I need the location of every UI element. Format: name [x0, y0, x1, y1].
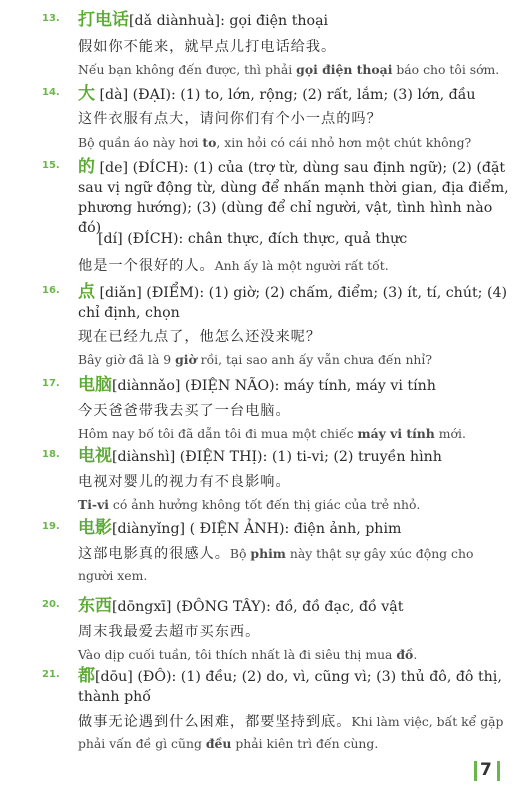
example-chinese: 他是一个很好的人。 [78, 258, 215, 274]
definition-text: [dà] (ĐẠI): (1) to, lớn, rộng; (2) rất, lắm; (3) lớn, đầu [99, 87, 476, 103]
definition-text: [diǎn] (ĐIỂM): (1) giờ; (2) chấm, điểm; (3) ít, tí, chút; (4) chỉ định, chọn [78, 285, 508, 321]
highlight-term: đồ [396, 647, 414, 662]
example-vietnamese: Nếu bạn không đến được, thì phải gọi điện thoại báo cho tôi sớm. [78, 62, 500, 77]
entry-number: 21. [42, 669, 60, 680]
headword: 点 [78, 282, 95, 302]
entry-number: 20. [42, 599, 60, 610]
highlight-term: đều [205, 736, 232, 751]
example-chinese: 现在已经九点了，他怎么还没来呢？ [78, 329, 322, 345]
definition-text: [dōngxī] (ĐÔNG TÂY): đồ, đồ đạc, đồ vật [112, 599, 404, 615]
example-chinese: 假如你不能来，就早点儿打电话给我。 [78, 39, 337, 55]
entry-definition [78, 518, 508, 540]
highlight-term: phim [250, 546, 286, 561]
definition-text: [diànyǐng] ( ĐIỆN ẢNH): điện ảnh, phim [112, 521, 402, 537]
example-vietnamese: Hôm nay bố tôi đã dẫn tôi đi mua một chiếc máy vi tính mới. [78, 426, 466, 441]
entry-number: 15. [42, 160, 60, 171]
entry-definition [78, 596, 508, 618]
definition-text: [diànnǎo] (ĐIỆN NÃO): máy tính, máy vi tính [112, 378, 436, 394]
example-chinese: 今天爸爸带我去买了一台电脑。 [78, 403, 291, 419]
example-line [78, 543, 510, 587]
page-number-bar-left [474, 761, 477, 781]
entry-definition-2: [dí] (ĐÍCH): chân thực, đích thực, quả thực [98, 231, 408, 247]
definition-text: [de] (ĐÍCH): (1) của (trợ từ, dùng sau định ngữ); (2) (đặt sau vị ngữ động từ, dùng để nhấn mạnh thời gian, địa điểm, phương hướng); (3) (dùng để chỉ người, vật, tình hình nào đó) [78, 160, 509, 236]
example-vietnamese: Bộ quần áo này hơi to, xin hỏi có cái nhỏ hơn một chút không? [78, 135, 472, 150]
example-vietnamese: Vào dịp cuối tuần, tôi thích nhất là đi siêu thị mua đồ. [78, 647, 418, 662]
highlight-term: máy vi tính [357, 426, 435, 441]
entry-definition [78, 446, 508, 468]
headword: 的 [78, 157, 95, 177]
example-vietnamese: Khi làm việc, bất kể gặp phải vấn đề gì cũng đều phải kiên trì đến cùng. [78, 714, 504, 751]
example-line [78, 711, 510, 755]
example-vietnamese: Ti-vi có ảnh hưởng không tốt đến thị giác của trẻ nhỏ. [78, 497, 421, 512]
entry-number: 13. [42, 13, 60, 24]
example-chinese: 电视对婴儿的视力有不良影响。 [78, 474, 291, 490]
entry-number: 16. [42, 285, 60, 296]
example-vietnamese: Bộ phim này thật sự gây xúc động cho người xem. [78, 546, 474, 583]
entry-number: 14. [42, 87, 60, 98]
headword: 都 [78, 666, 95, 686]
definition-text: [dōu] (ĐÔ): (1) đều; (2) do, vì, cũng vì; (3) thủ đô, đô thị, thành phố [78, 669, 502, 705]
example-line [78, 255, 510, 277]
entry-definition [78, 84, 508, 106]
headword: 电脑 [78, 375, 112, 395]
headword: 电影 [78, 518, 112, 538]
entry-number: 19. [42, 521, 60, 532]
entry-definition [78, 666, 508, 707]
headword: 大 [78, 84, 95, 104]
highlight-term: giờ [175, 352, 197, 367]
entry-definition [78, 282, 512, 323]
entry-definition [78, 10, 508, 32]
entry-number: 18. [42, 449, 60, 460]
entry-number: 17. [42, 378, 60, 389]
example-chinese: 做事无论遇到什么困难，都要坚持到底。 [78, 714, 352, 730]
example-vietnamese: Bây giờ đã là 9 giờ rồi, tại sao anh ấy vẫn chưa đến nhỉ? [78, 352, 433, 367]
entry-definition [78, 375, 508, 397]
page-number-bar-right [497, 761, 500, 781]
example-chinese: 这部电影真的很感人。 [78, 546, 230, 562]
example-chinese: 周末我最爱去超市买东西。 [78, 624, 261, 640]
headword: 电视 [78, 446, 112, 466]
highlight-term: Ti-vi [78, 497, 109, 512]
example-chinese: 这件衣服有点大，请问你们有个小一点的吗？ [78, 111, 382, 127]
highlight-term: to [202, 135, 217, 150]
headword: 东西 [78, 596, 112, 616]
definition-text: [diànshì] (ĐIỆN THỊ): (1) ti-vi; (2) truyền hình [112, 449, 442, 465]
entry-definition [78, 157, 510, 238]
headword: 打电话 [78, 10, 129, 30]
example-vietnamese: Anh ấy là một người rất tốt. [214, 258, 389, 273]
highlight-term: gọi điện thoại [296, 62, 393, 77]
definition-text: [dǎ diànhuà]: gọi điện thoại [129, 13, 329, 29]
page-number: 7 [480, 760, 492, 780]
